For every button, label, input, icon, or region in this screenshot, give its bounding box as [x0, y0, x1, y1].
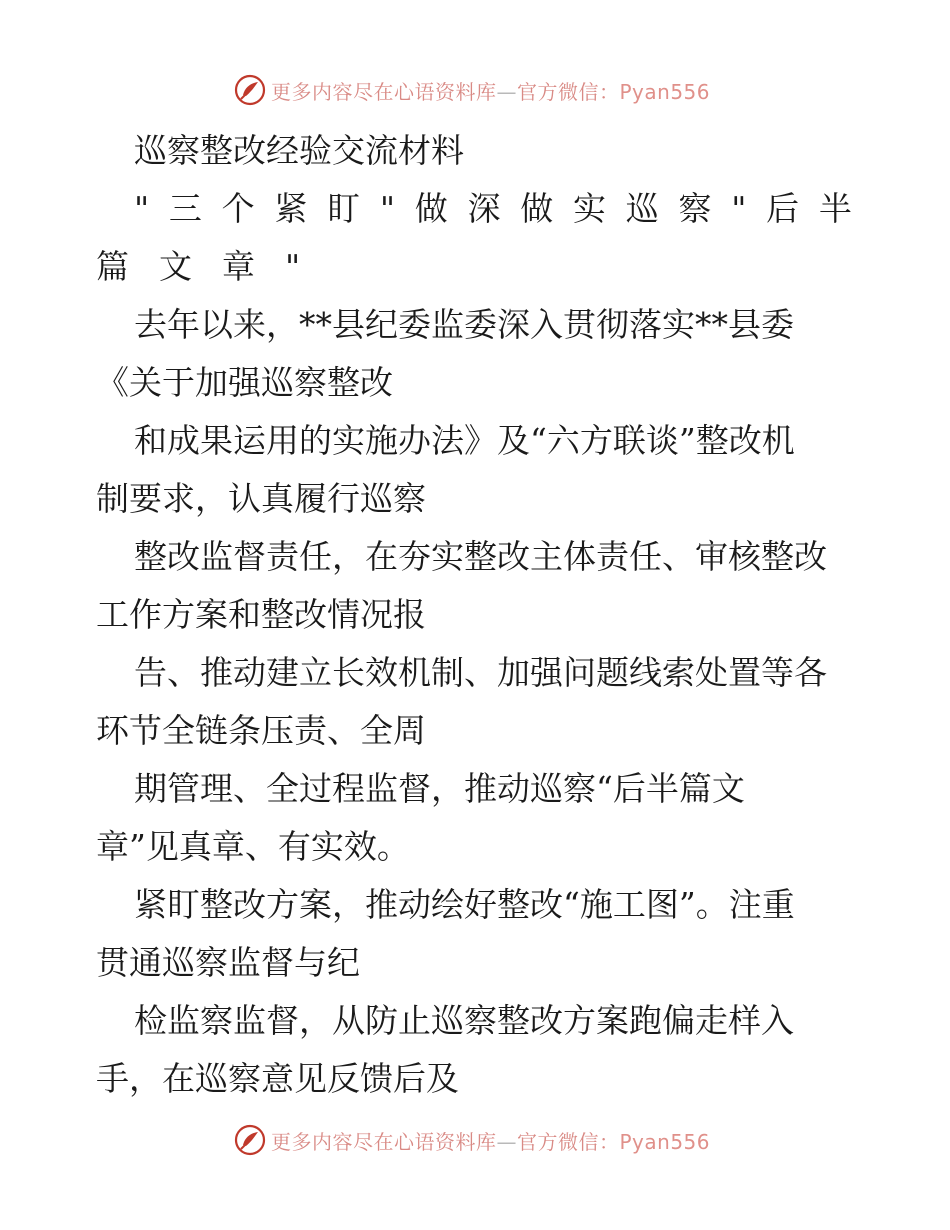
subtitle-char: 做	[520, 189, 554, 228]
subtitle-char: 察	[678, 189, 712, 228]
subtitle-char: 篇	[96, 247, 129, 286]
watermark-text	[271, 76, 710, 105]
subtitle-char: 紧	[274, 189, 308, 228]
logo-icon	[233, 73, 267, 107]
paragraph-line: 《关于加强巡察整改	[96, 363, 393, 402]
subtitle-char: 个	[221, 189, 255, 228]
paragraph-line: 和成果运用的实施办法》及“六方联谈”整改机	[134, 421, 795, 460]
paragraph-line: 环节全链条压责、全周	[96, 711, 426, 750]
watermark-wechat-label: 官方微信：	[517, 79, 620, 104]
subtitle-char: 巡	[625, 189, 659, 228]
document-subtitle-line2	[96, 238, 866, 296]
subtitle-char: 文	[159, 247, 192, 286]
subtitle-char: 三	[168, 189, 202, 228]
subtitle-char: 做	[414, 189, 448, 228]
paragraph-line: 工作方案和整改情况报	[96, 595, 426, 634]
paragraph-line: 贯通巡察监督与纪	[96, 943, 360, 982]
document-body	[96, 122, 866, 1108]
watermark-separator: —	[496, 1129, 517, 1154]
logo-icon	[233, 1123, 267, 1157]
watermark-separator: —	[496, 79, 517, 104]
paragraph-line: 告、推动建立长效机制、加强问题线索处置等各	[134, 653, 827, 692]
subtitle-char: 实	[572, 189, 606, 228]
paragraph-line: 期管理、全过程监督，推动巡察“后半篇文	[134, 769, 745, 808]
watermark-text	[271, 1126, 710, 1155]
footer-watermark	[233, 1122, 710, 1158]
subtitle-char: 半	[818, 189, 852, 228]
document-title: 巡察整改经验交流材料	[134, 131, 464, 170]
subtitle-char: "	[379, 189, 396, 228]
watermark-wechat-id: Pyan556	[619, 79, 711, 104]
subtitle-char: 章	[222, 247, 255, 286]
subtitle-char: 后	[766, 189, 800, 228]
header-watermark	[233, 72, 710, 108]
paragraph-line: 手，在巡察意见反馈后及	[96, 1059, 459, 1098]
watermark-main: 更多内容尽在心语资料库	[271, 1129, 497, 1154]
watermark-wechat-id: Pyan556	[619, 1129, 711, 1154]
subtitle-char: "	[731, 189, 747, 228]
subtitle-char: "	[285, 247, 301, 286]
watermark-wechat-label: 官方微信：	[517, 1129, 620, 1154]
paragraph-line: 紧盯整改方案，推动绘好整改“施工图”。注重	[134, 885, 795, 924]
subtitle-char: 盯	[327, 189, 361, 228]
paragraph-line: 检监察监督，从防止巡察整改方案跑偏走样入	[134, 1001, 794, 1040]
subtitle-char: "	[134, 189, 150, 228]
paragraph-line: 章”见真章、有实效。	[96, 827, 410, 866]
paragraph-line: 整改监督责任，在夯实整改主体责任、审核整改	[134, 537, 827, 576]
paragraph-line: 制要求，认真履行巡察	[96, 479, 426, 518]
paragraph-lines	[96, 296, 866, 1108]
subtitle-char: 深	[467, 189, 501, 228]
paragraph-line: 去年以来，**县纪委监委深入贯彻落实**县委	[134, 305, 794, 344]
watermark-main: 更多内容尽在心语资料库	[271, 79, 497, 104]
document-subtitle-line1	[96, 180, 866, 238]
